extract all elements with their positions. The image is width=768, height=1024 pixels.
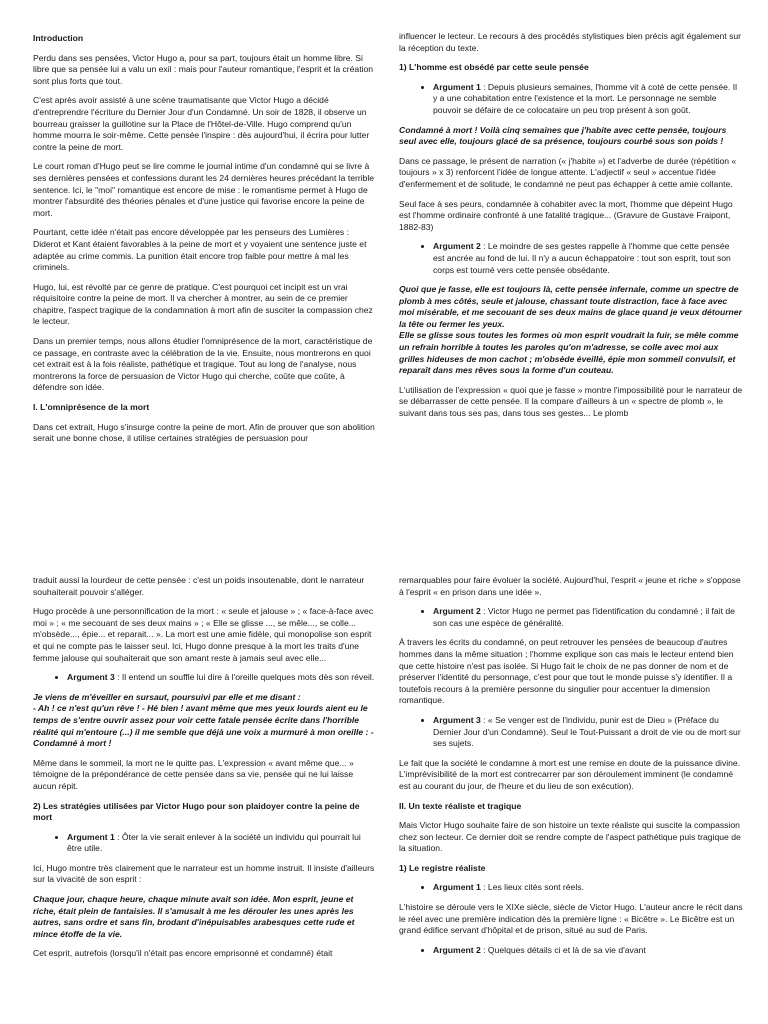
page-4 (399, 575, 743, 964)
paragraph: C'est après avoir assisté à une scène traumatisante que Victor Hugo a décidé d'entreprendre l'écriture du Dernier Jour d'un Condamné. Un soir de 1828, il observe un bourreau graisser la guillotine sur la Place de l'Hôtel-de-Ville. Hugo comprend qu'un homme mourra le soir-même. Cette pensée l'inspire : dès aujourd'hui, il écrira pour lutter contre la peine de mort. (33, 95, 370, 152)
paragraph: L'histoire se déroule vers le XIXe siècle, siècle de Victor Hugo. L'auteur ancre le récit dans le réel avec une première indication dès la première ligne : « Bicêtre ». Le Bicêtre est un grand édifice servant d'hôpital et de prison, situé au sud de Paris. (399, 902, 743, 936)
paragraph: traduit aussi la lourdeur de cette pensée : c'est un poids insoutenable, dont le narrateur souhaiterait pouvoir s'alléger. (33, 575, 365, 597)
argument-text: : Ôter la vie serait enlever à la société un individu qui pourrait lui être utile. (67, 831, 361, 854)
argument-label: Argument 2 (433, 944, 481, 955)
argument-list (33, 832, 377, 855)
page-1 (33, 33, 377, 453)
list-item (67, 672, 377, 684)
page-2 (399, 31, 743, 428)
quotation: Chaque jour, chaque heure, chaque minute avait son idée. Mon esprit, jeune et riche, était plein de fantaisies. Il s'amusait à me les dérouler les unes après les autres, sans ordre et sans fin, brodant d'inépuisables arabesques cette rude et mince étoffe de la vie. (33, 894, 355, 939)
argument-list (33, 672, 377, 684)
argument-text: : Victor Hugo ne permet pas l'identification du condamné ; il fait de son cas une espèce de généralité. (433, 606, 735, 628)
argument-list (399, 82, 743, 117)
argument-text: : Il entend un souffle lui dire à l'oreille quelques mots dès son réveil. (114, 672, 375, 683)
paragraph: remarquables pour faire évoluer la société. Aujourd'hui, l'esprit « jeune et riche » s'oppose à l'esprit « en prison dans une idée ». (399, 575, 741, 597)
quotation: Condamné à mort ! Voilà cinq semaines que j'habite avec cette pensée, toujours seul avec elle, toujours glacé de sa présence, toujours courbé sous son poids ! (399, 124, 727, 147)
list-item (433, 945, 743, 957)
argument-label: Argument 3 (67, 672, 115, 683)
quotation: Je viens de m'éveiller en sursaut, poursuivi par elle et me disant : (33, 691, 301, 702)
page-3 (33, 575, 377, 968)
paragraph: Même dans le sommeil, la mort ne le quitte pas. L'expression « avant même que... » témoigne de la prépondérance de cette pensée dans sa vie, pensée qui ne lui laisse aucun répit. (33, 757, 354, 791)
section-heading: I. L'omniprésence de la mort (33, 402, 150, 413)
section-heading: II. Un texte réaliste et tragique (399, 800, 522, 811)
paragraph: À travers les écrits du condamné, on peut retrouver les pensées de beaucoup d'autres hommes dans la même situation ; l'homme explique son cas mais le lecteur entend bien que cette histoire n'est pas isolée. Si Hugo fait le choix de ne pas donner de nom et de préserver l'identité du personnage, c'est pour que tout le monde puisse s'y identifier. Il a toutefois recours à la première personne du singulier pour accentuer la dimension romantique. (399, 637, 734, 706)
argument-text: : Depuis plusieurs semaines, l'homme vit à coté de cette pensée. Il y a une cohabitation entre l'existence et la mort. Le personnage ne semble pouvoir se défaire de ce colocataire un peu trop présent à son goût. (433, 81, 737, 115)
argument-list (399, 606, 743, 629)
argument-list (399, 945, 743, 957)
paragraph: Le fait que la société le condamne à mort est une remise en doute de la puissance divine. L'imprévisibilité de la mort est contrecarrer par son déroulement imminent (le condamné est au courant du jour, de l'heure et du lieu de son exécution). (399, 757, 741, 791)
paragraph: Le court roman d'Hugo peut se lire comme le journal intime d'un condamné qui se livre à ses dernières pensées et confessions durant les 24 dernières heures précédant la terrible sentence. Ici, le "moi" romantique est encore de mise : le romantisme permet à Hugo de montrer l'absurdité des théories pénales et d'une justice qui favorise encore la peine de mort. (33, 161, 375, 218)
argument-label: Argument 1 (433, 81, 481, 92)
section-heading: 1) L'homme est obsédé par cette seule pensée (399, 62, 589, 73)
argument-text: : Les lieux cités sont réels. (480, 882, 584, 893)
section-title-introduction: Introduction (33, 33, 84, 43)
paragraph: Seul face à ses peurs, condamnée à cohabiter avec la mort, l'homme que dépeint Hugo est l'homme ordinaire confronté à une fatalité tragique... (Gravure de Gustave Fraipont, 1882-83) (399, 198, 733, 232)
list-item (433, 606, 743, 629)
paragraph: Dans ce passage, le présent de narration (« j'habite ») et l'adverbe de durée (répétition « toujours » x 3) renforcent l'idée de longue attente. L'adjectif « seul » accentue l'idée d'enfermement et de solitude, le condamné ne peut pas échapper à cette amie collante. (399, 155, 737, 189)
list-item (433, 82, 743, 117)
argument-label: Argument 2 (433, 241, 481, 252)
list-item (433, 715, 743, 750)
list-item (433, 241, 743, 276)
argument-list (399, 882, 743, 894)
paragraph: Cet esprit, autrefois (lorsqu'il n'était pas encore emprisonné et condamné) était (33, 948, 333, 959)
section-heading: 1) Le registre réaliste (399, 862, 486, 873)
argument-text: : Le moindre de ses gestes rappelle à l'homme que cette pensée est ancrée au fond de lui. Il n'y a aucun échappatoire : tout son esprit, tout son corps est tourné vers cette pensée obsédante. (433, 241, 731, 275)
paragraph: Mais Victor Hugo souhaite faire de son histoire un texte réaliste qui suscite la compassion chez son lecteur. Ce dernier doit se rendre compte de l'aspect pathétique puis tragique de la situation. (399, 820, 741, 854)
quotation: Elle se glisse sous toutes les formes où mon esprit voudrait la fuir, se mêle comme un refrain horrible à toutes les paroles qu'on m'adresse, se colle avec moi aux grilles hideuses de mon cachot ; m'obsède éveillé, épie mon sommeil convulsif, et reparaît dans mes rêves sous la forme d'un couteau. (399, 330, 739, 376)
argument-list (399, 241, 743, 276)
quotation: Quoi que je fasse, elle est toujours là, cette pensée infernale, comme un spectre de plomb à mes côtés, seule et jalouse, chassant toute distraction, face à face avec moi misérable, et me secouant de ses deux mains de glace quand je veux détourner la tête ou fermer les yeux. (399, 284, 742, 329)
paragraph: Dans un premier temps, nous allons étudier l'omniprésence de la mort, caractéristique de ce passage, en contraste avec la célébration de la vie. Ensuite, nous montrerons en quoi cet extrait est à la fois réaliste, pathétique et tragique. Tout au long de l'analyse, nous montrerons la force de persuasion de Victor Hugo qui cherche, coûte que coûte, à défendre son idée. (33, 336, 373, 393)
section-heading: 2) Les stratégies utilisées par Victor Hugo pour son plaidoyer contre la peine de mort (33, 800, 360, 823)
argument-label: Argument 2 (433, 606, 481, 617)
quotation: - Ah ! ce n'est qu'un rêve ! - Hé bien ! avant même que mes yeux lourds aient eu le temps de s'entre ouvrir assez pour voir cette fatale pensée écrite dans l'horrible réalité qui m'entoure (...) il me semble que déjà une voix a murmuré à mon oreille : - Condamné à mort ! (33, 703, 374, 749)
paragraph: L'utilisation de l'expression « quoi que je fasse » montre l'impossibilité pour le narrateur de se débarrasser de cette pensée. Il la compare d'ailleurs à un « spectre de plomb », le suivant dans tous ses pas, dans tous ses gestes... Le plomb (399, 384, 743, 419)
paragraph: Hugo procède à une personnification de la mort : « seule et jalouse » ; « face-à-face avec moi » ; « me secouant de ses deux mains » ; « Elle se glisse ..., se mêle..., se colle... m'obsède..., épie... et reparait... ». La mort est une amie fidèle, qui monopolise son esprit et qui ne compte pas le laisser seul. Ici, Hugo donne presque à la mort les traits d'une femme jalouse qui souhaiterait que son amant reste à jamais seul avec elle... (33, 606, 374, 663)
argument-label: Argument 3 (433, 714, 481, 725)
paragraph: Pourtant, cette idée n'était pas encore développée par les penseurs des Lumières : Diderot et Kant étaient favorables à la peine de mort et y voyaient une sentence juste et adaptée au crime commis. La punition était encore trop faible pour mettre à mal les criminels. (33, 227, 367, 273)
argument-label: Argument 1 (433, 882, 481, 893)
argument-text: : « Se venger est de l'individu, punir est de Dieu » (Préface du Dernier Jour d'un Condamné). Seul le Tout-Puissant a droit de vie ou de mort sur ses sujets. (433, 714, 741, 749)
argument-label: Argument 1 (67, 831, 115, 842)
paragraph: Hugo, lui, est révolté par ce genre de pratique. C'est pourquoi cet incipit est un vrai réquisitoire contre la peine de mort. Il va chercher à montrer, au sein de ce premier chapitre, l'aspect tragique de la condamnation à mort afin de susciter la compassion chez le lecteur. (33, 281, 373, 327)
list-item (433, 882, 743, 894)
argument-list (399, 715, 743, 750)
paragraph: Ici, Hugo montre très clairement que le narrateur est un homme instruit. Il insiste d'ailleurs sur la vivacité de son esprit : (33, 862, 375, 885)
paragraph: Perdu dans ses pensées, Victor Hugo a, pour sa part, toujours était un homme libre. Si libre que sa pensée lui a valu un exil : mais pour l'auteur romantique, l'esprit et la création sont plus forts que tout. (33, 52, 374, 86)
argument-text: : Quelques détails ci et là de sa vie d'avant (480, 944, 646, 955)
paragraph: influencer le lecteur. Le recours à des procédés stylistiques bien précis agit également sur la réception du texte. (399, 31, 742, 53)
list-item (67, 832, 377, 855)
paragraph: Dans cet extrait, Hugo s'insurge contre la peine de mort. Afin de prouver que son abolition serait une bonne chose, il utilise certaines stratégies de persuasion pour (33, 421, 375, 444)
